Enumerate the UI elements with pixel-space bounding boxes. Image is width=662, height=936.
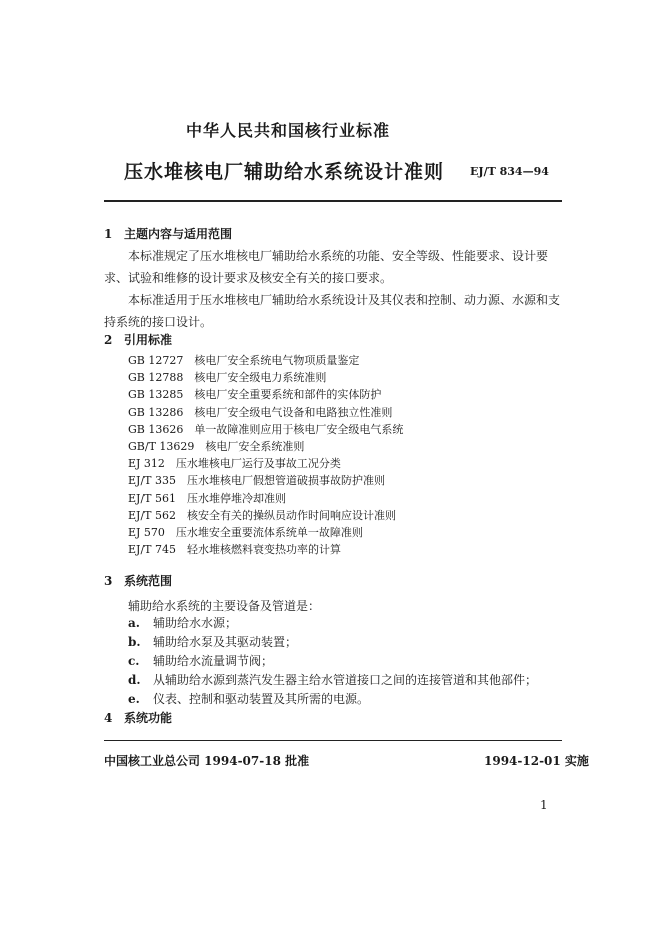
approval-date: 中国核工业总公司 1994-07-18 批准 [104, 754, 310, 768]
issuing-organization: 中华人民共和国核行业标准 [186, 121, 391, 140]
section-3-intro: 辅助给水系统的主要设备及管道是： [128, 599, 321, 613]
list-item [128, 614, 537, 633]
page-number: 1 [540, 798, 548, 812]
section-1-heading [104, 225, 232, 242]
section-2-heading [104, 331, 172, 348]
referenced-standard: EJ 570 压水堆安全重要流体系统单一故障准则 [128, 526, 363, 540]
list-item [128, 652, 537, 671]
referenced-standard: EJ/T 335 压水堆核电厂假想管道破损事故防护准则 [128, 474, 385, 488]
referenced-standard: GB 13286 核电厂安全级电气设备和电路独立性准则 [128, 405, 393, 419]
footer-divider [104, 740, 562, 741]
section-3-heading [104, 572, 172, 589]
referenced-standard: GB 13626 单一故障准则应用于核电厂安全级电气系统 [128, 422, 404, 436]
list-item-text: 辅助给水泵及其驱动装置； [153, 635, 298, 649]
list-item-label: e. [128, 692, 140, 706]
list-item [128, 671, 537, 690]
list-item-text: 辅助给水流量调节阀； [153, 654, 274, 668]
list-item-text: 从辅助给水源到蒸汽发生器主给水管道接口之间的连接管道和其他部件； [153, 673, 538, 687]
list-item [128, 690, 537, 709]
standard-code: EJ/T 834—94 [470, 165, 549, 178]
list-item-label: c. [128, 654, 140, 668]
document-title: 压水堆核电厂辅助给水系统设计准则 [124, 161, 445, 183]
referenced-standard: EJ/T 561 压水堆停堆冷却准则 [128, 491, 286, 505]
referenced-standard: EJ/T 562 核安全有关的操纵员动作时间响应设计准则 [128, 508, 396, 522]
section-number: 4 [104, 711, 113, 725]
section-title: 引用标准 [124, 333, 173, 347]
list-item [128, 633, 537, 652]
implementation-date: 1994-12-01 实施 [484, 754, 589, 768]
section-number: 1 [104, 227, 113, 241]
section-title: 主题内容与适用范围 [124, 227, 233, 241]
section-number: 2 [104, 333, 113, 347]
referenced-standards-list [128, 352, 403, 558]
section-number: 3 [104, 574, 113, 588]
section-4-heading [104, 709, 172, 726]
list-item-label: a. [128, 616, 140, 630]
list-item-text: 仪表、控制和驱动装置及其所需的电源。 [153, 692, 370, 706]
section-title: 系统功能 [124, 711, 173, 725]
list-item-text: 辅助给水水源； [153, 616, 238, 630]
list-item-label: b. [128, 635, 141, 649]
referenced-standard: GB 12788 核电厂安全级电力系统准则 [128, 371, 327, 385]
referenced-standard: GB 13285 核电厂安全重要系统和部件的实体防护 [128, 388, 382, 402]
list-item-label: d. [128, 673, 141, 687]
section-title: 系统范围 [124, 574, 173, 588]
section-1-paragraph-1: 本标准规定了压水堆核电厂辅助给水系统的功能、安全等级、性能要求、设计要求、试验和维修的设计要求及核安全有关的接口要求。 [104, 249, 549, 285]
header-divider [104, 200, 562, 202]
system-scope-list [128, 614, 537, 709]
referenced-standard: EJ 312 压水堆核电厂运行及事故工况分类 [128, 457, 341, 471]
referenced-standard: GB 12727 核电厂安全系统电气物项质量鉴定 [128, 354, 360, 367]
referenced-standard: GB/T 13629 核电厂安全系统准则 [128, 440, 305, 454]
section-1-paragraph-2: 本标准适用于压水堆核电厂辅助给水系统设计及其仪表和控制、动力源、水源和支持系统的接口设计。 [104, 293, 561, 329]
referenced-standard: EJ/T 745 轻水堆核燃料衰变热功率的计算 [128, 543, 341, 557]
